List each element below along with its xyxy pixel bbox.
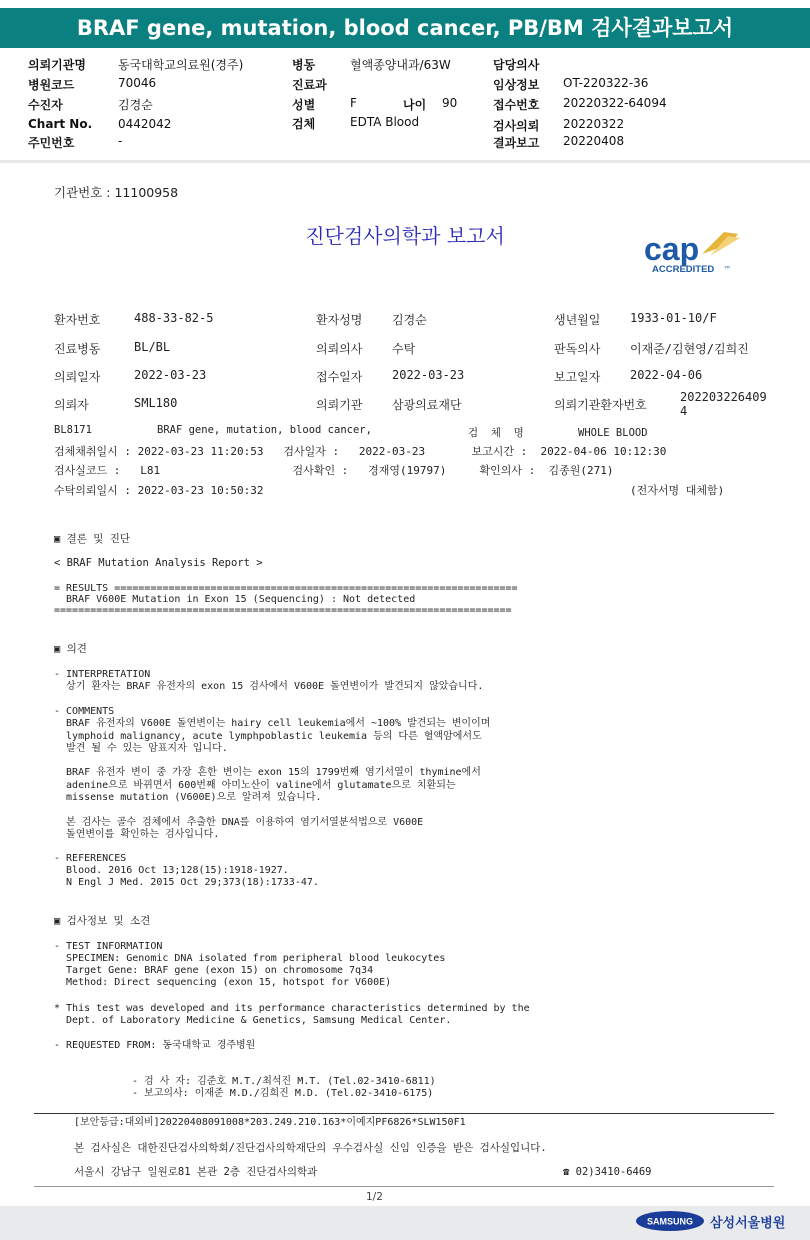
header-label: 검체 xyxy=(292,117,316,131)
patient-info-value: 488-33-82-5 xyxy=(134,311,214,325)
results-footer: ============================================================================ xyxy=(54,605,512,616)
header-label: 주민번호 xyxy=(28,136,75,150)
header-value: OT-220322-36 xyxy=(563,76,649,90)
test-row-3: 수탁의뢰일시 : 2022-03-23 10:50:32 xyxy=(54,484,264,497)
header-label: 임상정보 xyxy=(493,78,540,92)
section-opinion: ▣ 의견 xyxy=(54,643,87,655)
patient-info-label: 의뢰의사 xyxy=(316,342,363,356)
samsung-logo-icon xyxy=(635,1210,705,1232)
patient-info-label: 의뢰기관 xyxy=(316,398,363,412)
test-name: BRAF gene, mutation, blood cancer, xyxy=(157,424,372,436)
patient-info-label: 의뢰일자 xyxy=(54,370,101,384)
report-title-bar: BRAF gene, mutation, blood cancer, PB/BM 검사결과보고서 xyxy=(0,8,810,48)
header-value: 70046 xyxy=(118,76,157,90)
development-note: * This test was developed and its performance characteristics determined by the Dept. of Laboratory Medicine & Genetics, Samsung Medical Center. xyxy=(54,1003,530,1026)
header-value: EDTA Blood xyxy=(350,115,420,129)
esignature-note: (전자서명 대체함) xyxy=(630,484,725,497)
patient-info-label: 보고일자 xyxy=(554,370,601,384)
cap-sub-text: ACCREDITED xyxy=(652,264,715,275)
header-label: 검사의뢰 xyxy=(493,119,540,133)
header-value: F xyxy=(350,96,357,110)
header-value: 동국대학교의료원(경주) xyxy=(118,58,244,72)
cap-tm-text: ™ xyxy=(724,266,730,272)
interpretation: - INTERPRETATION 상기 환자는 BRAF 유전자의 exon 15 검사에서 V600E 돌연변이가 발견되지 않았습니다. xyxy=(54,669,484,692)
patient-info-label: 생년월일 xyxy=(554,313,601,327)
patient-info-label: 의뢰기관환자번호 xyxy=(554,398,647,412)
header-label: 결과보고 xyxy=(493,136,540,150)
test-row-2: 검사실코드 : L81 검사확인 : 경재영(19797) 확인의사 : 김종원(271) xyxy=(54,464,614,477)
cap-logo-icon xyxy=(640,226,750,276)
patient-info-value: 삼광의료재단 xyxy=(392,398,462,412)
patient-info-label: 환자성명 xyxy=(316,313,363,327)
test-information: - TEST INFORMATION SPECIMEN: Genomic DNA isolated from peripheral blood leukocytes Target Gene: BRAF gene (exon 15) on chromosome 7q34 Method: Direct sequencing (exon 15, hotspot for V600E) xyxy=(54,941,446,988)
header-value: - xyxy=(118,134,123,148)
cap-brand-text: cap xyxy=(644,231,700,267)
patient-info-value: 2022-03-23 xyxy=(134,368,207,382)
age-value: 90 xyxy=(442,96,458,110)
section-conclusion: ▣ 결론 및 진단 xyxy=(54,533,131,545)
certification-note: 본 검사실은 대한진단검사의학회/진단검사의학재단의 우수검사실 신임 인증을 받은 검사실입니다. xyxy=(74,1142,547,1154)
header-label: 의뢰기관명 xyxy=(28,58,86,72)
header-label: 접수번호 xyxy=(493,98,540,112)
header-label: 성별 xyxy=(292,98,316,112)
comments: - COMMENTS BRAF 유전자의 V600E 돌연변이는 hairy cell leukemia에서 ~100% 발견되는 변이이며 lymphoid malignancy, acute lymphpoblastic leukemia 등의 다른 혈액암에서도 발견 될 수 있는 암표지자 입니다. BRAF 유전자 변이 중 가장 흔한 변이는 exon 15의 1799번째 염기서열이 thymine에서 adenine으로 바뀌면서 600번째 아미노산이 valine에서 glutamate으로 치환되는 missense mutation (V600E)으로 알려져 있습니다. 본 검사는 골수 검체에서 추출한 DNA를 이용하여 염기서열분석법으로 V600E 돌연변이를 확인하는 검사입니다. xyxy=(54,706,491,840)
page-number: 1/2 xyxy=(366,1191,383,1203)
header-label: 진료과 xyxy=(292,78,327,92)
patient-info-value: SML180 xyxy=(134,396,178,410)
patient-info-label: 의뢰자 xyxy=(54,398,89,412)
cap-accredited-logo xyxy=(640,226,750,276)
header-label: 병동 xyxy=(292,58,316,72)
requested-from: - REQUESTED FROM: 동국대학교 경주병원 xyxy=(54,1040,256,1051)
lab-address: 서울시 강남구 일원로81 본관 2층 진단검사의학과 xyxy=(74,1166,318,1178)
patient-info-value: 수탁 xyxy=(392,342,416,356)
specimen-value: WHOLE BLOOD xyxy=(578,427,648,439)
section-test-info: ▣ 검사정보 및 소견 xyxy=(54,915,151,927)
patient-info-label: 판독의사 xyxy=(554,342,601,356)
footer-divider xyxy=(34,1113,774,1114)
header-value: 0442042 xyxy=(118,117,172,131)
header-value: 20220322-64094 xyxy=(563,96,667,110)
header-label: 수진자 xyxy=(28,98,63,112)
header-label: 병원코드 xyxy=(28,78,75,92)
header-value: 20220408 xyxy=(563,134,625,148)
specimen-label: 검 체 명 xyxy=(468,427,524,439)
patient-info-value: 1933-01-10/F xyxy=(630,311,717,325)
patient-info-label: 접수일자 xyxy=(316,370,363,384)
header-label: 담당의사 xyxy=(493,58,540,72)
header-divider xyxy=(0,160,810,163)
patient-info-value: BL/BL xyxy=(134,340,171,354)
header-value: 20220322 xyxy=(563,117,625,131)
test-code: BL8171 xyxy=(54,424,92,436)
institution-number: 기관번호 : 11100958 xyxy=(54,185,179,200)
patient-info-label: 진료병동 xyxy=(54,342,101,356)
page-title: 진단검사의학과 보고서 xyxy=(305,224,505,248)
results-value: BRAF V600E Mutation in Exon 15 (Sequencing) : Not detected xyxy=(54,594,416,605)
references: - REFERENCES Blood. 2016 Oct 13;128(15):1918-1927. N Engl J Med. 2015 Oct 29;373(18):1733-47. xyxy=(54,853,319,888)
patient-info-value: 이재준/김현영/김희진 xyxy=(630,342,749,356)
hospital-name: 삼성서울병원 xyxy=(710,1216,786,1231)
patient-info-value: 2022-04-06 xyxy=(630,368,703,382)
signers: - 검 사 자: 김준호 M.T./최석진 M.T. (Tel.02-3410-6811) - 보고의사: 이재준 M.D./김희진 M.D. (Tel.02-3410-6175) xyxy=(132,1076,436,1099)
patient-info-value: 김경순 xyxy=(392,313,427,327)
security-line: [보안등급:대외비]20220408091008*203.249.210.163*이예지PF6826*SLW150F1 xyxy=(74,1117,466,1128)
patient-info-value: 202203226409 xyxy=(680,390,767,404)
header-value: 혈액종양내과/63W xyxy=(350,58,451,72)
header-value: 김경순 xyxy=(118,98,153,112)
samsung-text: SAMSUNG xyxy=(646,1216,694,1227)
footer-rule xyxy=(34,1186,774,1187)
patient-info-value: 2022-03-23 xyxy=(392,368,465,382)
test-row-1: 검체채취일시 : 2022-03-23 11:20:53 검사일자 : 2022-03-23 보고시간 : 2022-04-06 10:12:30 xyxy=(54,445,667,458)
report-name: < BRAF Mutation Analysis Report > xyxy=(54,557,263,569)
patient-info-label: 환자번호 xyxy=(54,313,101,327)
lab-phone: ☎ 02)3410-6469 xyxy=(563,1166,652,1178)
samsung-logo xyxy=(635,1210,705,1232)
header-label: Chart No. xyxy=(28,117,93,131)
results-header: = RESULTS =================================================================== xyxy=(54,583,518,594)
patient-info-value-cont: 4 xyxy=(680,404,688,418)
age-label: 나이 xyxy=(403,98,427,112)
